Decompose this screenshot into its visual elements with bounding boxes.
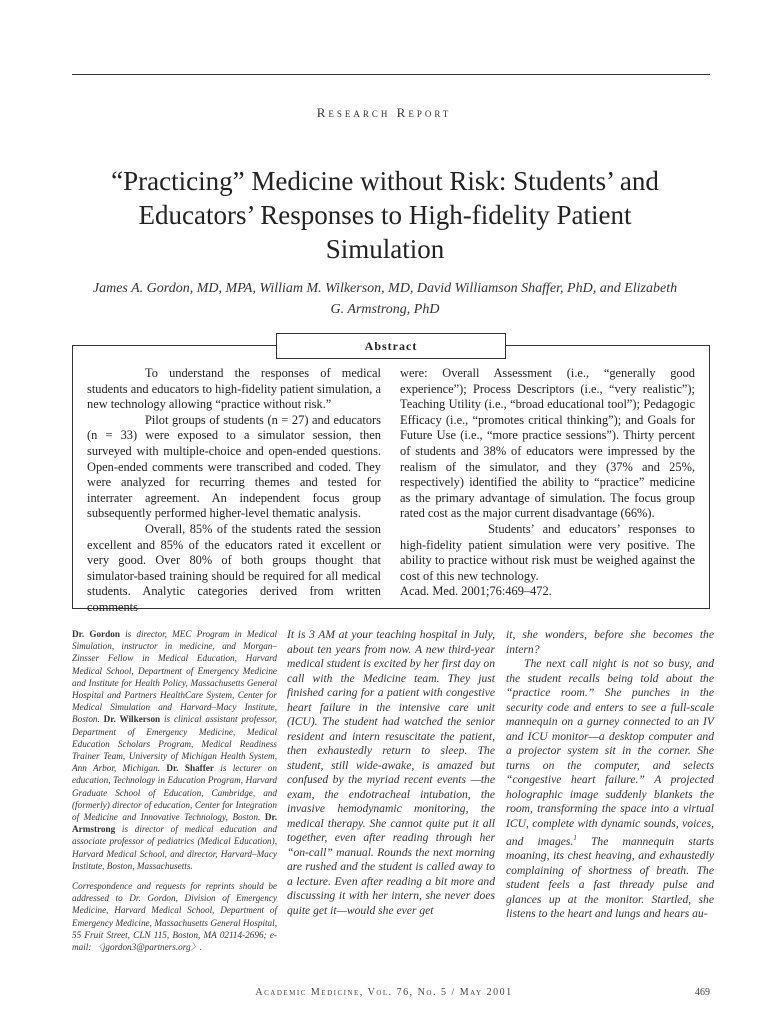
top-rule (72, 74, 710, 75)
abstract-citation: Acad. Med. 2001;76:469–472. (400, 584, 552, 599)
author-list: James A. Gordon, MD, MPA, William M. Wilkerson, MD, David Williamson Shaffer, PhD, and Elizabeth G. Armstrong, PhD (92, 281, 678, 317)
author-name: Dr. Shaffer (166, 763, 214, 774)
article-title: “Practicing” Medicine without Risk: Students’ and Educators’ Responses to High-fidelity Patient Simulation (111, 166, 659, 264)
journal-footer: Academic Medicine, Vol. 76, No. 5 / May 2001 (255, 987, 513, 998)
abstract-paragraph: Overall, 85% of the students rated the session excellent and 85% of the educators rated it excellent or very good. Over 80% of both groups thought that simulator-based training should be required for all medical students. Analytic categories derived from written comments (87, 521, 381, 614)
body-paragraph: The next call night is not so busy, and the student recalls being told about the “practice room.” She punches in the security code and enters to see a full-scale mannequin on a gurney connected to an IV and ICU monitor—a desktop computer and a projector system sit in the corner. She turns on the computer, and selects “congestive heart failure.” A projected holographic image suddenly blankets the room, transforming the space into a virtual ICU, complete with dynamic sounds, voices, and images.$^1$ The mannequin starts moaning, its chest heaving, and exhaustedly complaining of shortness of breath. The student feels a fast thready pulse and glances up at the monitor. Startled, she listens to the heart and lungs and hears au- (506, 657, 714, 921)
abstract-paragraph: were: Overall Assessment (i.e., “generally good experience”); Process Descriptors (i.e., “very realistic”); Teaching Utility (i.e., “broad educational tool”); Pedagogic Efficacy (i.e., “promotes critical thinking”); and Goals for Future Use (i.e., “more practice sessions”). Thirty percent of students and 38% of educators were impressed by the realism of the simulator, and they (37% and 25%, respectively) identified the ability to “practice” medicine as the primary advantage of simulation. The focus group rated cost as the major current disadvantage (66%). (400, 366, 695, 521)
author-bio (72, 628, 277, 953)
reference-marker: 1 (573, 834, 577, 842)
section-label: Research Report (316, 105, 452, 120)
abstract-right-column (400, 366, 695, 600)
bio-affiliations: Dr. Gordon is director, MEC Program in Medical Simulation, instructor in medicine, and Morgan–Zinsser Fellow in Medical Education, Harvard Medical School, Department of Emergency Medicine and Institute for Health Policy, Massachusetts General Hospital and Partners HealthCare System, Center for Medical Simulation and Harvard–Macy Institute, Boston. Dr. Wilkerson is clinical assistant professor, Department of Emergency Medicine, Medical Education Scholars Program, Medical Readiness Trainer Team, University of Michigan Health System, Ann Arbor, Michigan. Dr. Shaffer is lecturer on education, Technology in Education Program, Harvard Graduate School of Education, Cambridge, and (formerly) director of education, Center for Integration of Medicine and Innovative Technology, Boston. Dr. Armstrong is director of medical education and associate professor of pediatrics (Medical Education), Harvard Medical School, and director, Harvard–Macy Institute, Boston, Massachusetts. (72, 629, 278, 871)
page-number: 469 (695, 987, 710, 998)
bio-correspondence: Correspondence and requests for reprints should be addressed to Dr. Gordon, Division of Emergency Medicine, Harvard Medical School, Department of Emergency Medicine, Massachusetts General Hospital, 55 Fruit Street, CLN 115, Boston, MA 02114-2696; e-mail: 〈jgordon3@partners.org〉. (72, 881, 277, 953)
body-paragraph: It is 3 AM at your teaching hospital in July, about ten years from now. A new third-year medical student is excited by her first day on call with the Medicine team. They just finished caring for a patient with congestive heart failure in the intensive care unit (ICU). The student had watched the senior resident and intern resuscitate the patient, then exhaustedly return to sleep. The student, still wide-awake, is amazed but confused by the myriad recent events —the exam, the endotracheal intubation, the invasive hemodynamic monitoring, the medical therapy. She cannot quite put it all together, even after reading through her “on-call” manual. Rounds the next morning are rushed and the student is called away to a lecture. Even after reading a bit more and discussing it with her intern, she never does quite get it—would she ever get (287, 628, 495, 917)
abstract-left-column (87, 366, 381, 616)
abstract-paragraph: Students’ and educators’ responses to high-fidelity patient simulation were very positive. The ability to practice without risk must be weighed against the cost of this new technology. (400, 521, 695, 583)
abstract-heading: Abstract (276, 333, 506, 359)
author-name: Dr. Armstrong (72, 812, 277, 835)
author-name: Dr. Gordon (72, 629, 120, 639)
body-column-1 (287, 628, 495, 918)
body-column-2 (506, 628, 714, 922)
abstract-paragraph: Pilot groups of students (n = 27) and educators (n = 33) were exposed to a simulator session, then surveyed with multiple-choice and open-ended questions. Open-ended comments were transcribed and coded. They were analyzed for recurring themes and tested for interrater agreement. An independent focus group subsequently performed higher-level thematic analysis. (87, 412, 381, 521)
body-paragraph: it, she wonders, before she becomes the intern? (506, 628, 714, 656)
abstract-paragraph: To understand the responses of medical students and educators to high-fidelity patient simulation, a new technology allowing “practice without risk.” (87, 366, 381, 412)
author-name: Dr. Wilkerson (103, 714, 161, 725)
